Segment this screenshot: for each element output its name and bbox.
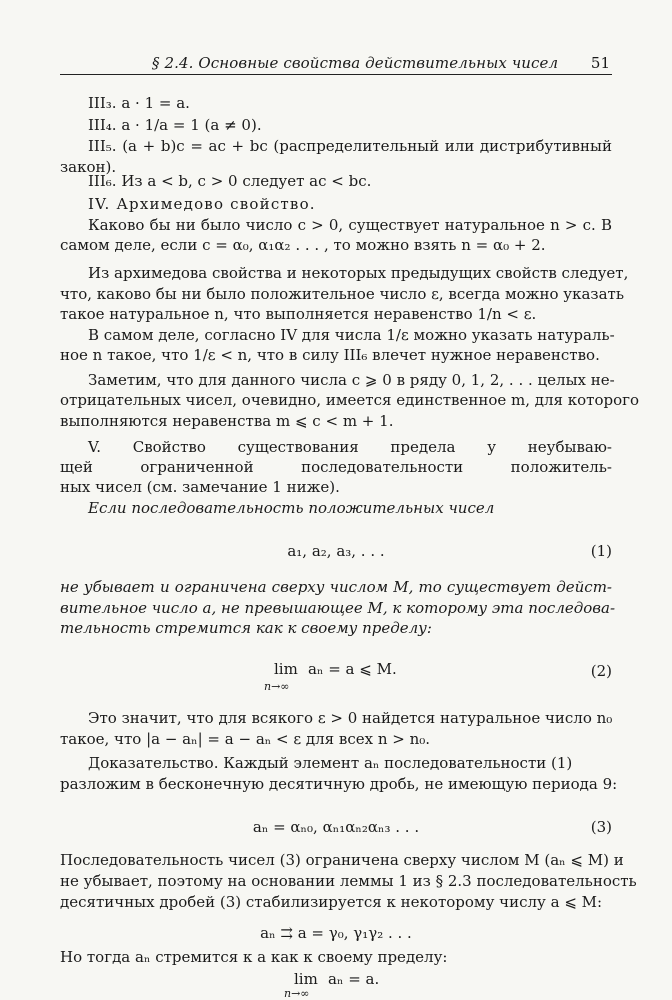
page-number: 51 (590, 54, 610, 72)
equation-3-body: aₙ = αₙ₀, αₙ₁αₙ₂αₙ₃ . . . (252, 818, 420, 836)
text-line: Последовательность чисел (3) ограничена сверху числом M (aₙ ⩽ M) и (60, 851, 624, 869)
section-heading-iv: IV. Архимедово свойство. (88, 195, 316, 213)
text-line: десятичных дробей (3) стабилизируется к некоторому числу a ⩽ M: (60, 893, 603, 911)
text-line: Но тогда aₙ стремится к a как к своему пределу: (60, 948, 448, 966)
text-line: самом деле, если c = α₀, α₁α₂ . . . , то можно взять n = α₀ + 2. (60, 236, 546, 254)
text-line: такое натуральное n, что выполняется неравенство 1/n < ε. (60, 305, 537, 323)
lim-subscript: n→∞ (284, 987, 310, 1000)
theorem-statement: Если последовательность положительных чисел (88, 499, 495, 517)
text-line: отрицательных чисел, очевидно, имеется единственное m, для которого (60, 391, 640, 409)
text-line: В самом деле, согласно IV для числа 1/ε можно указать натураль- (88, 326, 615, 344)
axiom-iii5: III₅. (a + b)c = ac + bc (распределительный или дистрибутивный (88, 137, 612, 155)
equation-3 (60, 816, 612, 838)
equation-5-body: aₙ = a. (328, 970, 380, 988)
lim-operator: lim (274, 660, 298, 678)
equation-1 (60, 540, 612, 562)
page-header (60, 52, 612, 75)
section-heading-v-cont: щей ограниченной последовательности положитель- (60, 458, 612, 476)
axiom-iii4: III₄. a · 1/a = 1 (a ≠ 0). (88, 116, 262, 134)
proof-start: Доказательство. Каждый элемент aₙ последовательности (1) (88, 754, 573, 772)
text-line: такое, что |a − aₙ| = a − aₙ < ε для всех n > n₀. (60, 730, 431, 748)
theorem-statement: не убывает и ограничена сверху числом M, то существует дейст- (60, 578, 612, 596)
equation-number: (3) (590, 818, 612, 836)
text-line: Заметим, что для данного числа c ⩾ 0 в ряду 0, 1, 2, . . . целых не- (88, 371, 615, 389)
lim-operator: lim (294, 970, 318, 988)
text-line: разложим в бесконечную десятичную дробь, не имеющую периода 9: (60, 775, 618, 793)
axiom-iii3: III₃. a · 1 = a. (88, 94, 190, 112)
text-line: что, каково бы ни было положительное число ε, всегда можно указать (60, 285, 624, 303)
text-line: Это значит, что для всякого ε > 0 найдется натуральное число n₀ (88, 709, 613, 727)
equation-2-number-row (60, 660, 612, 682)
equation-1-body: a₁, a₂, a₃, . . . (287, 542, 385, 560)
equation-4: aₙ ⇉ a = γ₀, γ₁γ₂ . . . (260, 924, 412, 942)
equation-5 (284, 970, 404, 1000)
text-line: ное n такое, что 1/ε < n, что в силу III₆ влечет нужное неравенство. (60, 346, 600, 364)
axiom-iii6: III₆. Из a < b, c > 0 следует ac < bc. (88, 172, 372, 190)
lim-subscript: n→∞ (264, 680, 290, 693)
section-heading-v: V. Свойство существования предела у неубываю- (88, 438, 612, 456)
section-heading-v-cont: ных чисел (см. замечание 1 ниже). (60, 478, 340, 496)
text-line: Из архимедова свойства и некоторых предыдущих свойств следует, (88, 264, 629, 282)
text-line: не убывает, поэтому на основании леммы 1 из § 2.3 последовательность (60, 872, 637, 890)
equation-2-body: aₙ = a ⩽ M. (308, 660, 397, 678)
running-title: § 2.4. Основные свойства действительных чисел (152, 54, 559, 72)
text-line: закон). (60, 158, 117, 176)
theorem-statement: вительное число a, не превышающее M, к которому эта последова- (60, 599, 616, 617)
text-line: Каково бы ни было число c > 0, существует натуральное n > c. В (88, 216, 612, 234)
theorem-statement: тельность стремится как к своему пределу: (60, 619, 432, 637)
equation-number: (1) (590, 542, 612, 560)
equation-number: (2) (590, 662, 612, 680)
text-line: выполняются неравенства m ⩽ c < m + 1. (60, 412, 394, 430)
